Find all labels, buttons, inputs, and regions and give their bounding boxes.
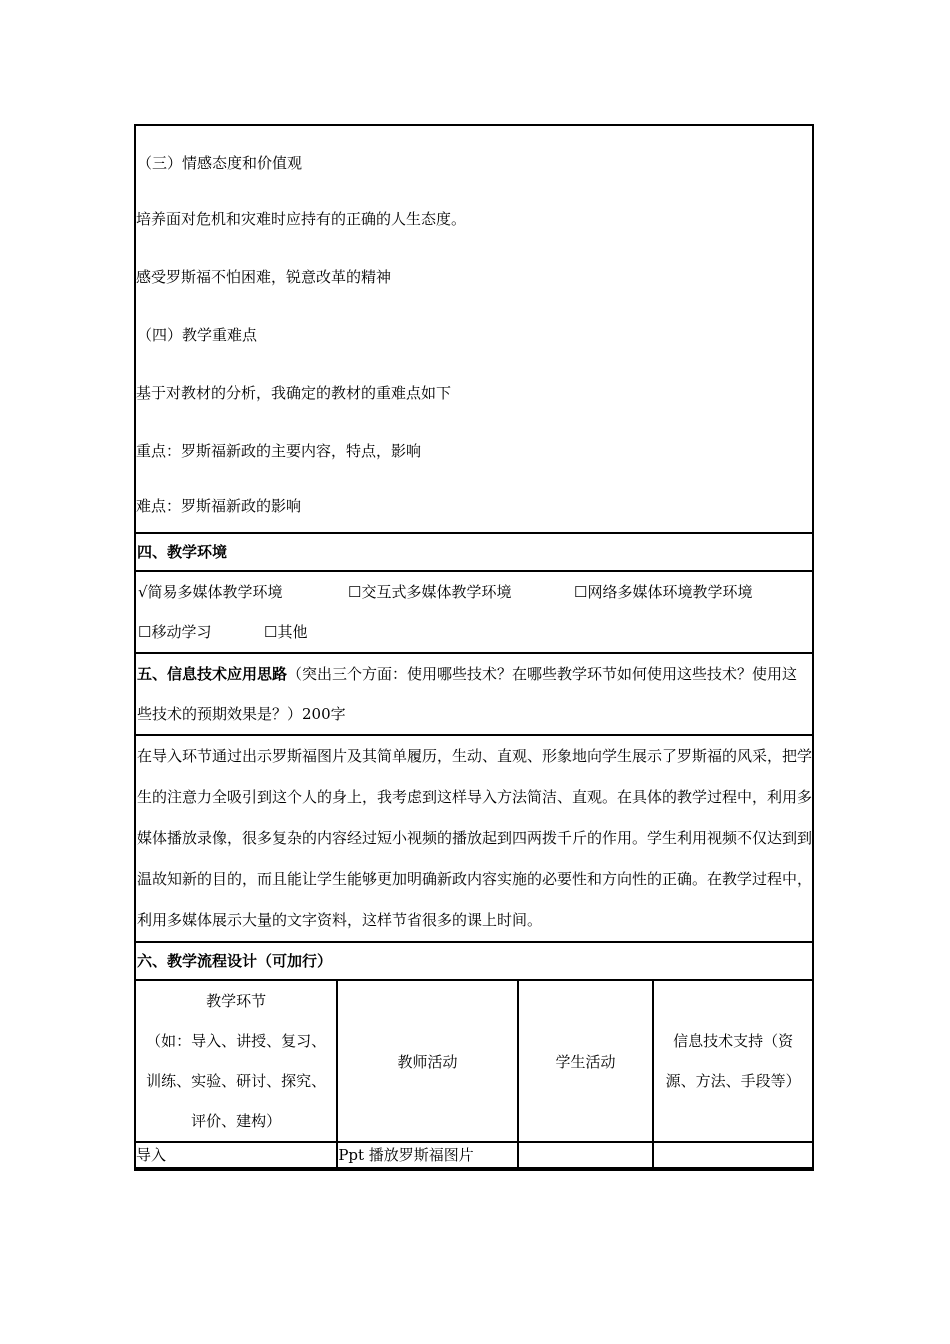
tech-paragraph: 在导入环节通过出示罗斯福图片及其简单履历，生动、直观、形象地向学生展示了罗斯福的风采，把学生的注意力全吸引到这个人的身上，我考虑到这样导入方法简洁、直观。在具体的教学过程中，利用多媒体播放录像，很多复杂的内容经过短小视频的播放起到四两拨千斤的作用。学生利用视频不仅达到到温故知新的目的，而且能让学生能够更加明确新政内容实施的必要性和方向性的正确。在教学过程中，利用多媒体展示大量的文字资料，这样节省很多的课上时间。: [136, 736, 812, 943]
text-line: 培养面对危机和灾难时应持有的正确的人生态度。: [136, 210, 467, 228]
text-line: 基于对教材的分析，我确定的教材的重难点如下: [136, 384, 452, 402]
cell-tech: [653, 1142, 812, 1168]
col-tech: 信息技术支持（资 源、方法、手段等）: [653, 981, 812, 1142]
env-option-interactive[interactable]: ☐交互式多媒体教学环境: [348, 583, 512, 601]
flow-table: [136, 981, 812, 1169]
table-row: [136, 1142, 812, 1168]
env-option-network[interactable]: ☐网络多媒体环境教学环境: [574, 583, 753, 601]
flow-heading: 六、教学流程设计（可加行）: [136, 943, 812, 981]
tech-heading-bold: 五、信息技术应用思路: [137, 665, 288, 683]
heading-key-points: （四）教学重难点: [137, 326, 258, 344]
text-line: 感受罗斯福不怕困难，锐意改革的精神: [136, 268, 392, 286]
heading-emotion: （三）情感态度和价值观: [137, 154, 303, 172]
cell-stage: 导入: [136, 1142, 337, 1168]
env-option-mobile[interactable]: ☐移动学习: [138, 623, 212, 641]
document-page: [134, 124, 814, 1171]
env-option-other[interactable]: ☐其他: [264, 623, 308, 641]
tech-heading-note: （突出三个方面：使用哪些技术？在哪些教学环节如何使用这些技术？使用这些技术的预期效果是？）200字: [137, 665, 798, 723]
col-teacher: 教师活动: [337, 981, 517, 1142]
text-line: 重点：罗斯福新政的主要内容，特点，影响: [136, 442, 422, 460]
cell-teacher: Ppt 播放罗斯福图片: [337, 1142, 517, 1168]
col-student: 学生活动: [518, 981, 654, 1142]
section3-cell: [136, 126, 812, 534]
text-line: 难点：罗斯福新政的影响: [136, 497, 302, 515]
env-option-simple[interactable]: √简易多媒体教学环境: [138, 583, 283, 601]
col-stage: 教学环节 （如：导入、讲授、复习、 训练、实验、研讨、探究、 评价、建构）: [136, 981, 337, 1142]
lesson-plan-table: [134, 124, 814, 1171]
flow-table-wrap: [136, 981, 812, 1171]
env-options: [136, 572, 812, 654]
tech-heading: [136, 654, 812, 736]
cell-student: [518, 1142, 654, 1168]
env-heading: 四、教学环境: [136, 534, 812, 572]
flow-header-row: [136, 981, 812, 1142]
